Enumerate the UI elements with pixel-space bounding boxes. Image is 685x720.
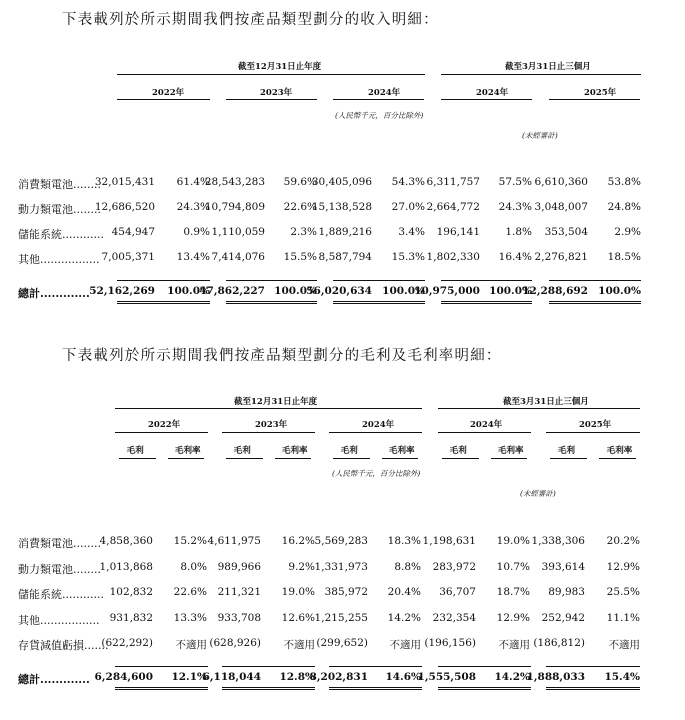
table1-cell: 2,276,821 xyxy=(534,251,588,263)
table2-row-label: 存貨減值虧損....... xyxy=(18,639,109,652)
table1-cell: 2.3% xyxy=(290,226,317,238)
table2-col-gross-profit: 毛利 xyxy=(126,446,144,456)
table2-col-rule xyxy=(442,458,479,459)
table2-col-gross-margin: 毛利率 xyxy=(174,446,201,456)
table1-cell: 28,543,283 xyxy=(204,176,265,188)
table2-subtotal-rule xyxy=(222,666,315,667)
table1-total-double-rule xyxy=(226,301,317,304)
table2-subtotal-rule xyxy=(438,666,531,667)
table2-cell: 1,338,306 xyxy=(531,535,585,547)
table1-subtotal-rule xyxy=(333,280,425,281)
table2-cell: 12.9% xyxy=(496,611,530,624)
table1-cell: 6,610,360 xyxy=(534,176,588,188)
table2-cell: 252,942 xyxy=(541,611,585,624)
table1-cell: 15.3% xyxy=(391,251,425,263)
table1-cell: 1,110,059 xyxy=(211,226,265,238)
table1-cell: 16.4% xyxy=(498,251,532,263)
table2-year-rule xyxy=(222,432,315,433)
table1-total-double-rule xyxy=(117,301,210,304)
table2-group-annual-rule xyxy=(115,408,422,409)
table1-cell: 3.4% xyxy=(398,226,425,238)
table2-total-cell: 1,888,033 xyxy=(526,671,585,683)
table1-cell: 1,889,216 xyxy=(318,226,372,238)
table1-cell: 7,005,371 xyxy=(101,251,155,263)
table2-cell: 13.3% xyxy=(173,611,207,624)
table2-col-gross-profit: 毛利 xyxy=(449,446,467,456)
table1-year-2024-q1: 2024年 xyxy=(476,88,509,98)
table1-cell: 22.6% xyxy=(283,201,317,213)
table1-group-quarter-rule xyxy=(441,74,641,75)
table2-cell: 385,972 xyxy=(324,586,368,598)
table2-total-double-rule xyxy=(115,687,208,690)
table1-cell: 353,504 xyxy=(544,226,588,238)
table2-total-cell: 1,555,508 xyxy=(417,671,476,683)
table1-cell: 61.4% xyxy=(176,176,210,188)
table2-cell: 1,331,973 xyxy=(314,560,368,573)
table2-col-rule xyxy=(168,458,205,459)
table2-unaudited: (未經審計) xyxy=(520,489,556,498)
table2-row-label: 動力類電池........ xyxy=(18,562,101,576)
table1-cell: 454,947 xyxy=(111,226,155,238)
table1-row-label: 消費類電池........ xyxy=(18,178,101,191)
table1-cell: 53.8% xyxy=(607,176,641,188)
table1-total-cell: 100.0% xyxy=(274,285,317,297)
table2-unit-note: (人民幣千元，百分比除外) xyxy=(332,469,421,478)
table1-cell: 30,405,096 xyxy=(311,176,372,188)
table1-row-label: 其他................. xyxy=(18,253,100,266)
table2-cell: 12.9% xyxy=(606,560,640,573)
table2-cell: 232,354 xyxy=(432,611,476,624)
table2-subtotal-rule xyxy=(329,666,422,667)
table1-total-cell: 100.0% xyxy=(489,285,532,297)
table2-cell: 16.2% xyxy=(281,535,315,547)
table2-subtotal-rule xyxy=(115,666,208,667)
table2-cell: 933,708 xyxy=(217,611,261,624)
table1-cell: 8,587,794 xyxy=(318,251,372,263)
table2-col-gross-margin: 毛利率 xyxy=(497,446,524,456)
table1-total-label: 總計............. xyxy=(18,287,90,300)
table1-cell: 196,141 xyxy=(436,226,480,238)
table2-cell: 1,215,255 xyxy=(314,611,368,624)
table2-cell: 不適用 xyxy=(389,639,421,651)
table2-total-cell: 14.2% xyxy=(494,671,530,683)
table2-total-double-rule xyxy=(329,687,422,690)
table2-group-quarter: 截至3月31日止三個月 xyxy=(503,397,589,407)
table1-total-double-rule xyxy=(333,301,425,304)
table1-year-rule xyxy=(117,99,210,100)
table1-total-cell: 12,288,692 xyxy=(522,285,588,297)
table1-year-rule xyxy=(226,99,317,100)
table2-year-rule xyxy=(546,432,640,433)
table2-cell: 12.6% xyxy=(281,611,315,624)
table1-cell: 1,802,330 xyxy=(426,251,480,263)
table1-cell: 32,015,431 xyxy=(94,176,155,188)
table2-group-quarter-rule xyxy=(438,408,640,409)
table2-cell: 8.0% xyxy=(180,560,207,573)
table1-total-cell: 52,162,269 xyxy=(89,285,155,297)
table2-cell: 19.0% xyxy=(281,586,315,598)
table1-row-label: 動力類電池........ xyxy=(18,203,101,216)
table1-subtotal-rule xyxy=(226,280,317,281)
table2-cell: 14.2% xyxy=(387,611,421,624)
table2-group-annual: 截至12月31日止年度 xyxy=(234,397,318,407)
table1-cell: 15,138,528 xyxy=(311,201,372,213)
table2-cell: 211,321 xyxy=(217,586,261,598)
table2-cell: 1,013,868 xyxy=(99,560,153,573)
table2-year-2024: 2024年 xyxy=(362,420,395,430)
table1-cell: 57.5% xyxy=(498,176,532,188)
table1-intro: 下表載列於所示期間我們按產品類型劃分的收入明細： xyxy=(62,12,439,28)
table2-cell: 102,832 xyxy=(109,586,153,598)
table2-total-cell: 14.6% xyxy=(385,671,421,683)
table1-year-rule xyxy=(441,99,532,100)
table2-cell: 不適用 xyxy=(608,639,640,651)
table1-year-2023: 2023年 xyxy=(260,88,293,98)
table1-cell: 13.4% xyxy=(176,251,210,263)
table2-cell: 5,569,283 xyxy=(314,535,368,547)
table2-cell: 36,707 xyxy=(439,586,476,598)
table1-cell: 6,311,757 xyxy=(426,176,480,188)
table2-cell: 4,611,975 xyxy=(207,535,261,547)
table2-cell: 1,198,631 xyxy=(422,535,476,547)
table2-col-gross-margin: 毛利率 xyxy=(281,446,308,456)
table2-cell: 20.4% xyxy=(387,586,421,598)
table2-intro: 下表載列於所示期間我們按產品類型劃分的毛利及毛利率明細： xyxy=(62,348,502,364)
table1-cell: 12,686,520 xyxy=(94,201,155,213)
table1-cell: 24.3% xyxy=(176,201,210,213)
table2-cell: 9.2% xyxy=(288,560,315,573)
table2-cell: 19.0% xyxy=(496,535,530,547)
table1-cell: 27.0% xyxy=(391,201,425,213)
table1-cell: 2.9% xyxy=(614,226,641,238)
table2-col-rule xyxy=(333,458,370,459)
table2-year-rule xyxy=(115,432,208,433)
table2-cell: (622,292) xyxy=(101,637,153,649)
table2-total-cell: 12.8% xyxy=(279,671,315,683)
table1-year-2024: 2024年 xyxy=(368,88,401,98)
table2-cell: 25.5% xyxy=(606,586,640,598)
table1-total-cell: 56,020,634 xyxy=(306,285,372,297)
table1-year-2025-q1: 2025年 xyxy=(584,88,617,98)
table1-total-cell: 10,975,000 xyxy=(414,285,480,297)
table1-cell: 0.9% xyxy=(183,226,210,238)
table2-total-cell: 8,202,831 xyxy=(309,671,368,683)
table2-cell: 22.6% xyxy=(173,586,207,598)
table2-cell: (299,652) xyxy=(316,637,368,649)
table1-year-rule xyxy=(333,99,424,100)
table2-year-2024-q1: 2024年 xyxy=(470,420,503,430)
table2-total-double-rule xyxy=(222,687,315,690)
table1-total-double-rule xyxy=(549,301,641,304)
table1-cell: 10,794,809 xyxy=(204,201,265,213)
table2-col-rule xyxy=(382,458,419,459)
table2-cell: 不適用 xyxy=(283,639,315,651)
table2-row-label: 消費類電池........ xyxy=(18,537,101,550)
table1-total-cell: 100.0% xyxy=(598,285,641,297)
table1-subtotal-rule xyxy=(549,280,641,281)
table1-group-annual-rule xyxy=(117,74,425,75)
table2-col-gross-profit: 毛利 xyxy=(557,446,575,456)
table2-total-label: 總計............. xyxy=(18,673,90,686)
table2-col-gross-profit: 毛利 xyxy=(233,446,251,456)
table2-cell: 8.8% xyxy=(394,560,421,573)
table1-group-quarter: 截至3月31日止三個月 xyxy=(505,62,591,72)
table1-cell: 1.8% xyxy=(505,226,532,238)
table2-cell: 20.2% xyxy=(606,535,640,547)
table2-year-rule xyxy=(438,432,531,433)
table2-cell: 89,983 xyxy=(548,586,585,598)
table1-unit-note: (人民幣千元，百分比除外) xyxy=(335,111,424,120)
table2-cell: 18.3% xyxy=(387,535,421,547)
table1-cell: 2,664,772 xyxy=(426,201,480,213)
table2-col-rule xyxy=(599,458,636,459)
table2-total-double-rule xyxy=(546,687,640,690)
table1-cell: 54.3% xyxy=(391,176,425,188)
table1-total-cell: 100.0% xyxy=(167,285,210,297)
table2-col-gross-margin: 毛利率 xyxy=(388,446,415,456)
table2-subtotal-rule xyxy=(546,666,640,667)
table1-total-cell: 100.0% xyxy=(382,285,425,297)
table2-col-gross-margin: 毛利率 xyxy=(606,446,633,456)
table2-row-label: 儲能系統............ xyxy=(18,588,104,601)
table1-cell: 18.5% xyxy=(607,251,641,263)
table2-cell: 4,858,360 xyxy=(99,535,153,547)
table2-cell: 11.1% xyxy=(606,611,640,624)
table2-col-gross-profit: 毛利 xyxy=(340,446,358,456)
table1-unaudited: (未經審計) xyxy=(522,131,558,140)
table2-cell: 18.7% xyxy=(496,586,530,598)
table2-year-2023: 2023年 xyxy=(255,420,288,430)
table1-cell: 24.8% xyxy=(607,201,641,213)
table1-group-annual: 截至12月31日止年度 xyxy=(238,62,322,72)
table2-year-2025-q1: 2025年 xyxy=(579,420,612,430)
table2-col-rule xyxy=(275,458,312,459)
table1-subtotal-rule xyxy=(441,280,532,281)
table2-col-rule xyxy=(226,458,263,459)
table2-cell: 不適用 xyxy=(175,639,207,651)
table2-cell: 989,966 xyxy=(217,560,261,573)
table2-cell: (186,812) xyxy=(533,637,585,649)
table2-row-label: 其他................. xyxy=(18,613,100,627)
table2-total-cell: 6,284,600 xyxy=(94,671,153,683)
table2-cell: 10.7% xyxy=(496,560,530,573)
table1-cell: 3,048,007 xyxy=(534,201,588,213)
table2-total-cell: 12.1% xyxy=(171,671,207,683)
table1-cell: 24.3% xyxy=(498,201,532,213)
table2-total-cell: 6,118,044 xyxy=(202,671,261,683)
table1-cell: 59.6% xyxy=(283,176,317,188)
table2-col-rule xyxy=(550,458,587,459)
table2-cell: (196,156) xyxy=(424,637,476,649)
table2-col-rule xyxy=(491,458,528,459)
table1-cell: 7,414,076 xyxy=(211,251,265,263)
table2-cell: 不適用 xyxy=(498,639,530,651)
table1-year-rule xyxy=(549,99,640,100)
table1-subtotal-rule xyxy=(117,280,210,281)
table2-year-rule xyxy=(329,432,422,433)
table1-total-cell: 47,862,227 xyxy=(199,285,265,297)
table1-cell: 15.5% xyxy=(283,251,317,263)
table2-col-rule xyxy=(119,458,156,459)
table1-total-double-rule xyxy=(441,301,532,304)
table2-total-cell: 15.4% xyxy=(604,671,640,683)
table2-cell: (628,926) xyxy=(209,637,261,649)
table2-cell: 931,832 xyxy=(109,611,153,624)
table2-cell: 283,972 xyxy=(432,560,476,573)
table2-year-2022: 2022年 xyxy=(148,420,181,430)
table2-total-double-rule xyxy=(438,687,531,690)
table2-cell: 393,614 xyxy=(541,560,585,573)
table1-row-label: 儲能系統............ xyxy=(18,228,104,241)
table2-cell: 15.2% xyxy=(173,535,207,547)
table1-year-2022: 2022年 xyxy=(152,88,185,98)
